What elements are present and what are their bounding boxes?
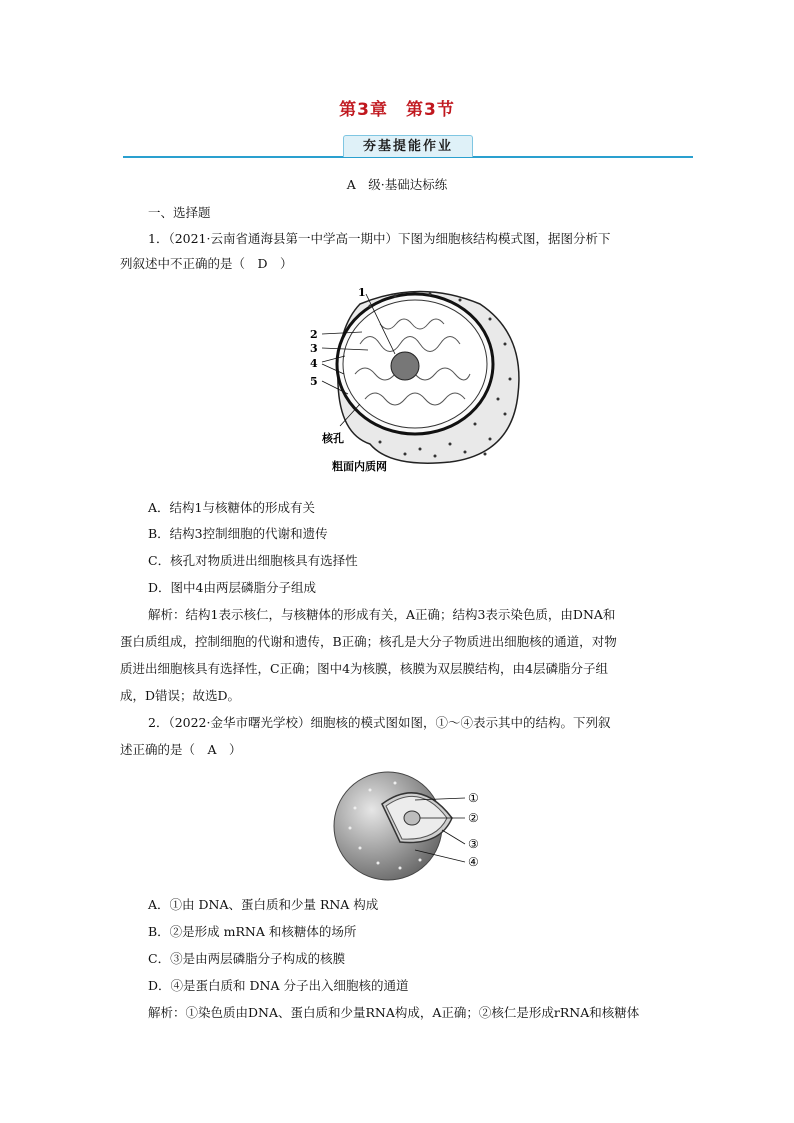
- fig2-label-3: ③: [468, 837, 479, 851]
- q1-option-d: D．图中4由两层磷脂分子组成: [148, 580, 316, 595]
- nucleus-model-figure: [330, 768, 500, 883]
- nucleus-structure-figure: [300, 284, 530, 476]
- q2-option-b: B．②是形成 mRNA 和核糖体的场所: [148, 924, 357, 939]
- fig2-label-1: ①: [468, 791, 479, 805]
- fig2-label-2: ②: [468, 811, 479, 825]
- q1-analysis-line3: 质进出细胞核具有选择性，C正确；图中4为核膜，核膜为双层膜结构，由4层磷脂分子组: [120, 661, 608, 676]
- q2-option-a: A．①由 DNA、蛋白质和少量 RNA 构成: [148, 897, 379, 912]
- fig1-label-3: 3: [310, 342, 318, 355]
- q2-stem-line1: 2．（2022·金华市曙光学校）细胞核的模式图如图，①～④表示其中的结构。下列叙: [148, 715, 611, 730]
- q1-stem-line2: 列叙述中不正确的是（ D ）: [120, 256, 293, 271]
- q1-option-c: C．核孔对物质进出细胞核具有选择性: [148, 553, 358, 568]
- page-title: 第3章 第3节: [339, 100, 455, 120]
- fig1-label-5: 5: [310, 375, 318, 388]
- level-heading: A 级·基础达标练: [346, 177, 448, 192]
- q1-analysis-line1: 解析：结构1表示核仁，与核糖体的形成有关，A正确；结构3表示染色质，由DNA和: [148, 607, 616, 622]
- q2-stem-line2: 述正确的是（ A ）: [120, 742, 242, 757]
- fig1-label-nuclear-pore: 核孔: [322, 432, 344, 445]
- section-banner: 夯基提能作业: [343, 135, 473, 157]
- q1-stem-line1: 1．（2021·云南省通海县第一中学高一期中）下图为细胞核结构模式图，据图分析下: [148, 231, 611, 246]
- fig1-label-4: 4: [310, 357, 318, 370]
- fig1-label-rough-er: 粗面内质网: [332, 460, 387, 473]
- q2-option-d: D．④是蛋白质和 DNA 分子出入细胞核的通道: [148, 978, 409, 993]
- q2-option-c: C．③是由两层磷脂分子构成的核膜: [148, 951, 346, 966]
- fig2-label-4: ④: [468, 855, 479, 869]
- fig1-label-1: 1: [358, 286, 366, 299]
- q2-analysis-line1: 解析：①染色质由DNA、蛋白质和少量RNA构成，A正确；②核仁是形成rRNA和核糖体: [148, 1005, 640, 1020]
- q1-analysis-line4: 成，D错误；故选D。: [120, 688, 241, 703]
- q1-option-b: B．结构3控制细胞的代谢和遗传: [148, 526, 328, 541]
- fig1-label-2: 2: [310, 328, 318, 341]
- q1-analysis-line2: 蛋白质组成，控制细胞的代谢和遗传，B正确；核孔是大分子物质进出细胞核的通道，对物: [120, 634, 617, 649]
- section-heading: 一、选择题: [148, 205, 211, 220]
- q1-option-a: A．结构1与核糖体的形成有关: [148, 500, 315, 515]
